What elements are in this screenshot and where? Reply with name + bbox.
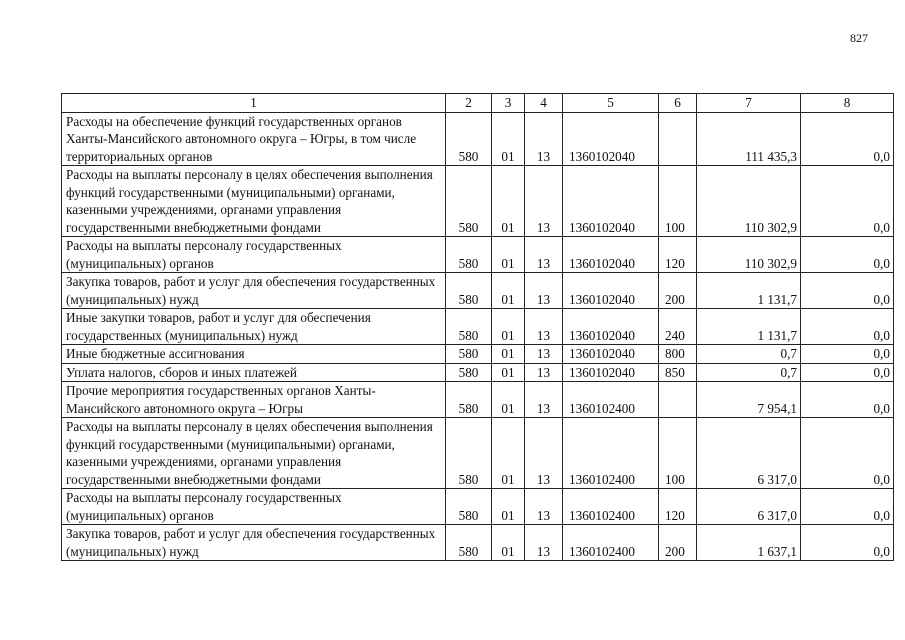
section-cell: 01	[492, 112, 525, 166]
target-article-cell: 1360102040	[563, 166, 659, 237]
column-header: 8	[801, 94, 894, 113]
subsection-cell: 13	[525, 382, 563, 418]
amount-cell: 1 131,7	[697, 273, 801, 309]
expense-name-cell: Расходы на выплаты персоналу в целях обеспечения выполнения функций государственными (муниципальными) органами, казенными учреждениями, органами управления государственными внебюджетными фондами	[62, 166, 446, 237]
subsection-cell: 13	[525, 418, 563, 489]
amount-secondary-cell: 0,0	[801, 237, 894, 273]
expense-name-cell: Иные бюджетные ассигнования	[62, 345, 446, 364]
target-article-cell: 1360102040	[563, 237, 659, 273]
amount-secondary-cell: 0,0	[801, 166, 894, 237]
expense-type-cell: 850	[659, 363, 697, 382]
subsection-cell: 13	[525, 345, 563, 364]
grbs-cell: 580	[446, 345, 492, 364]
table-row	[62, 418, 894, 489]
section-cell: 01	[492, 166, 525, 237]
expense-name-cell: Прочие мероприятия государственных органов Ханты-Мансийского автономного округа – Югры	[62, 382, 446, 418]
amount-secondary-cell: 0,0	[801, 273, 894, 309]
table-row	[62, 345, 894, 364]
target-article-cell: 1360102040	[563, 112, 659, 166]
amount-secondary-cell: 0,0	[801, 382, 894, 418]
subsection-cell: 13	[525, 273, 563, 309]
section-cell: 01	[492, 489, 525, 525]
table-row	[62, 166, 894, 237]
subsection-cell: 13	[525, 237, 563, 273]
grbs-cell: 580	[446, 382, 492, 418]
subsection-cell: 13	[525, 489, 563, 525]
expense-type-cell: 120	[659, 489, 697, 525]
table-header-row	[62, 94, 894, 113]
amount-secondary-cell: 0,0	[801, 418, 894, 489]
grbs-cell: 580	[446, 525, 492, 561]
table-row	[62, 273, 894, 309]
expense-type-cell: 100	[659, 166, 697, 237]
expense-type-cell	[659, 112, 697, 166]
column-header: 7	[697, 94, 801, 113]
subsection-cell: 13	[525, 309, 563, 345]
column-header: 2	[446, 94, 492, 113]
grbs-cell: 580	[446, 309, 492, 345]
column-header: 3	[492, 94, 525, 113]
amount-cell: 110 302,9	[697, 237, 801, 273]
amount-cell: 7 954,1	[697, 382, 801, 418]
section-cell: 01	[492, 382, 525, 418]
grbs-cell: 580	[446, 112, 492, 166]
expense-type-cell	[659, 382, 697, 418]
amount-cell: 110 302,9	[697, 166, 801, 237]
target-article-cell: 1360102400	[563, 382, 659, 418]
section-cell: 01	[492, 273, 525, 309]
expense-name-cell: Расходы на выплаты персоналу государственных (муниципальных) органов	[62, 237, 446, 273]
target-article-cell: 1360102040	[563, 273, 659, 309]
expense-type-cell: 240	[659, 309, 697, 345]
amount-secondary-cell: 0,0	[801, 363, 894, 382]
section-cell: 01	[492, 525, 525, 561]
expense-name-cell: Закупка товаров, работ и услуг для обеспечения государственных (муниципальных) нужд	[62, 273, 446, 309]
section-cell: 01	[492, 237, 525, 273]
grbs-cell: 580	[446, 166, 492, 237]
page-number: 827	[850, 31, 868, 45]
amount-secondary-cell: 0,0	[801, 345, 894, 364]
table-row	[62, 382, 894, 418]
table-row	[62, 112, 894, 166]
column-header: 6	[659, 94, 697, 113]
amount-secondary-cell: 0,0	[801, 489, 894, 525]
amount-cell: 111 435,3	[697, 112, 801, 166]
expense-name-cell: Расходы на обеспечение функций государственных органов Ханты-Мансийского автономного округа – Югры, в том числе территориальных органов	[62, 112, 446, 166]
section-cell: 01	[492, 345, 525, 364]
amount-secondary-cell: 0,0	[801, 525, 894, 561]
grbs-cell: 580	[446, 273, 492, 309]
expense-name-cell: Иные закупки товаров, работ и услуг для обеспечения государственных (муниципальных) нужд	[62, 309, 446, 345]
expense-type-cell: 120	[659, 237, 697, 273]
expense-type-cell: 800	[659, 345, 697, 364]
amount-cell: 1 637,1	[697, 525, 801, 561]
expense-name-cell: Закупка товаров, работ и услуг для обеспечения государственных (муниципальных) нужд	[62, 525, 446, 561]
subsection-cell: 13	[525, 363, 563, 382]
amount-cell: 6 317,0	[697, 489, 801, 525]
grbs-cell: 580	[446, 363, 492, 382]
target-article-cell: 1360102040	[563, 309, 659, 345]
table-row	[62, 525, 894, 561]
section-cell: 01	[492, 363, 525, 382]
amount-secondary-cell: 0,0	[801, 112, 894, 166]
subsection-cell: 13	[525, 166, 563, 237]
subsection-cell: 13	[525, 525, 563, 561]
amount-cell: 0,7	[697, 345, 801, 364]
section-cell: 01	[492, 309, 525, 345]
amount-cell: 6 317,0	[697, 418, 801, 489]
grbs-cell: 580	[446, 489, 492, 525]
table-row	[62, 489, 894, 525]
column-header: 1	[62, 94, 446, 113]
budget-table	[61, 93, 894, 561]
table-row	[62, 309, 894, 345]
expense-name-cell: Расходы на выплаты персоналу государственных (муниципальных) органов	[62, 489, 446, 525]
expense-name-cell: Расходы на выплаты персоналу в целях обеспечения выполнения функций государственными (муниципальными) органами, казенными учреждениями, органами управления государственными внебюджетными фондами	[62, 418, 446, 489]
target-article-cell: 1360102040	[563, 363, 659, 382]
expense-type-cell: 200	[659, 273, 697, 309]
target-article-cell: 1360102400	[563, 525, 659, 561]
target-article-cell: 1360102400	[563, 489, 659, 525]
table-row	[62, 237, 894, 273]
column-header: 5	[563, 94, 659, 113]
target-article-cell: 1360102400	[563, 418, 659, 489]
column-header: 4	[525, 94, 563, 113]
amount-cell: 0,7	[697, 363, 801, 382]
expense-name-cell: Уплата налогов, сборов и иных платежей	[62, 363, 446, 382]
target-article-cell: 1360102040	[563, 345, 659, 364]
amount-secondary-cell: 0,0	[801, 309, 894, 345]
amount-cell: 1 131,7	[697, 309, 801, 345]
grbs-cell: 580	[446, 418, 492, 489]
expense-type-cell: 200	[659, 525, 697, 561]
section-cell: 01	[492, 418, 525, 489]
table-row	[62, 363, 894, 382]
expense-type-cell: 100	[659, 418, 697, 489]
subsection-cell: 13	[525, 112, 563, 166]
grbs-cell: 580	[446, 237, 492, 273]
